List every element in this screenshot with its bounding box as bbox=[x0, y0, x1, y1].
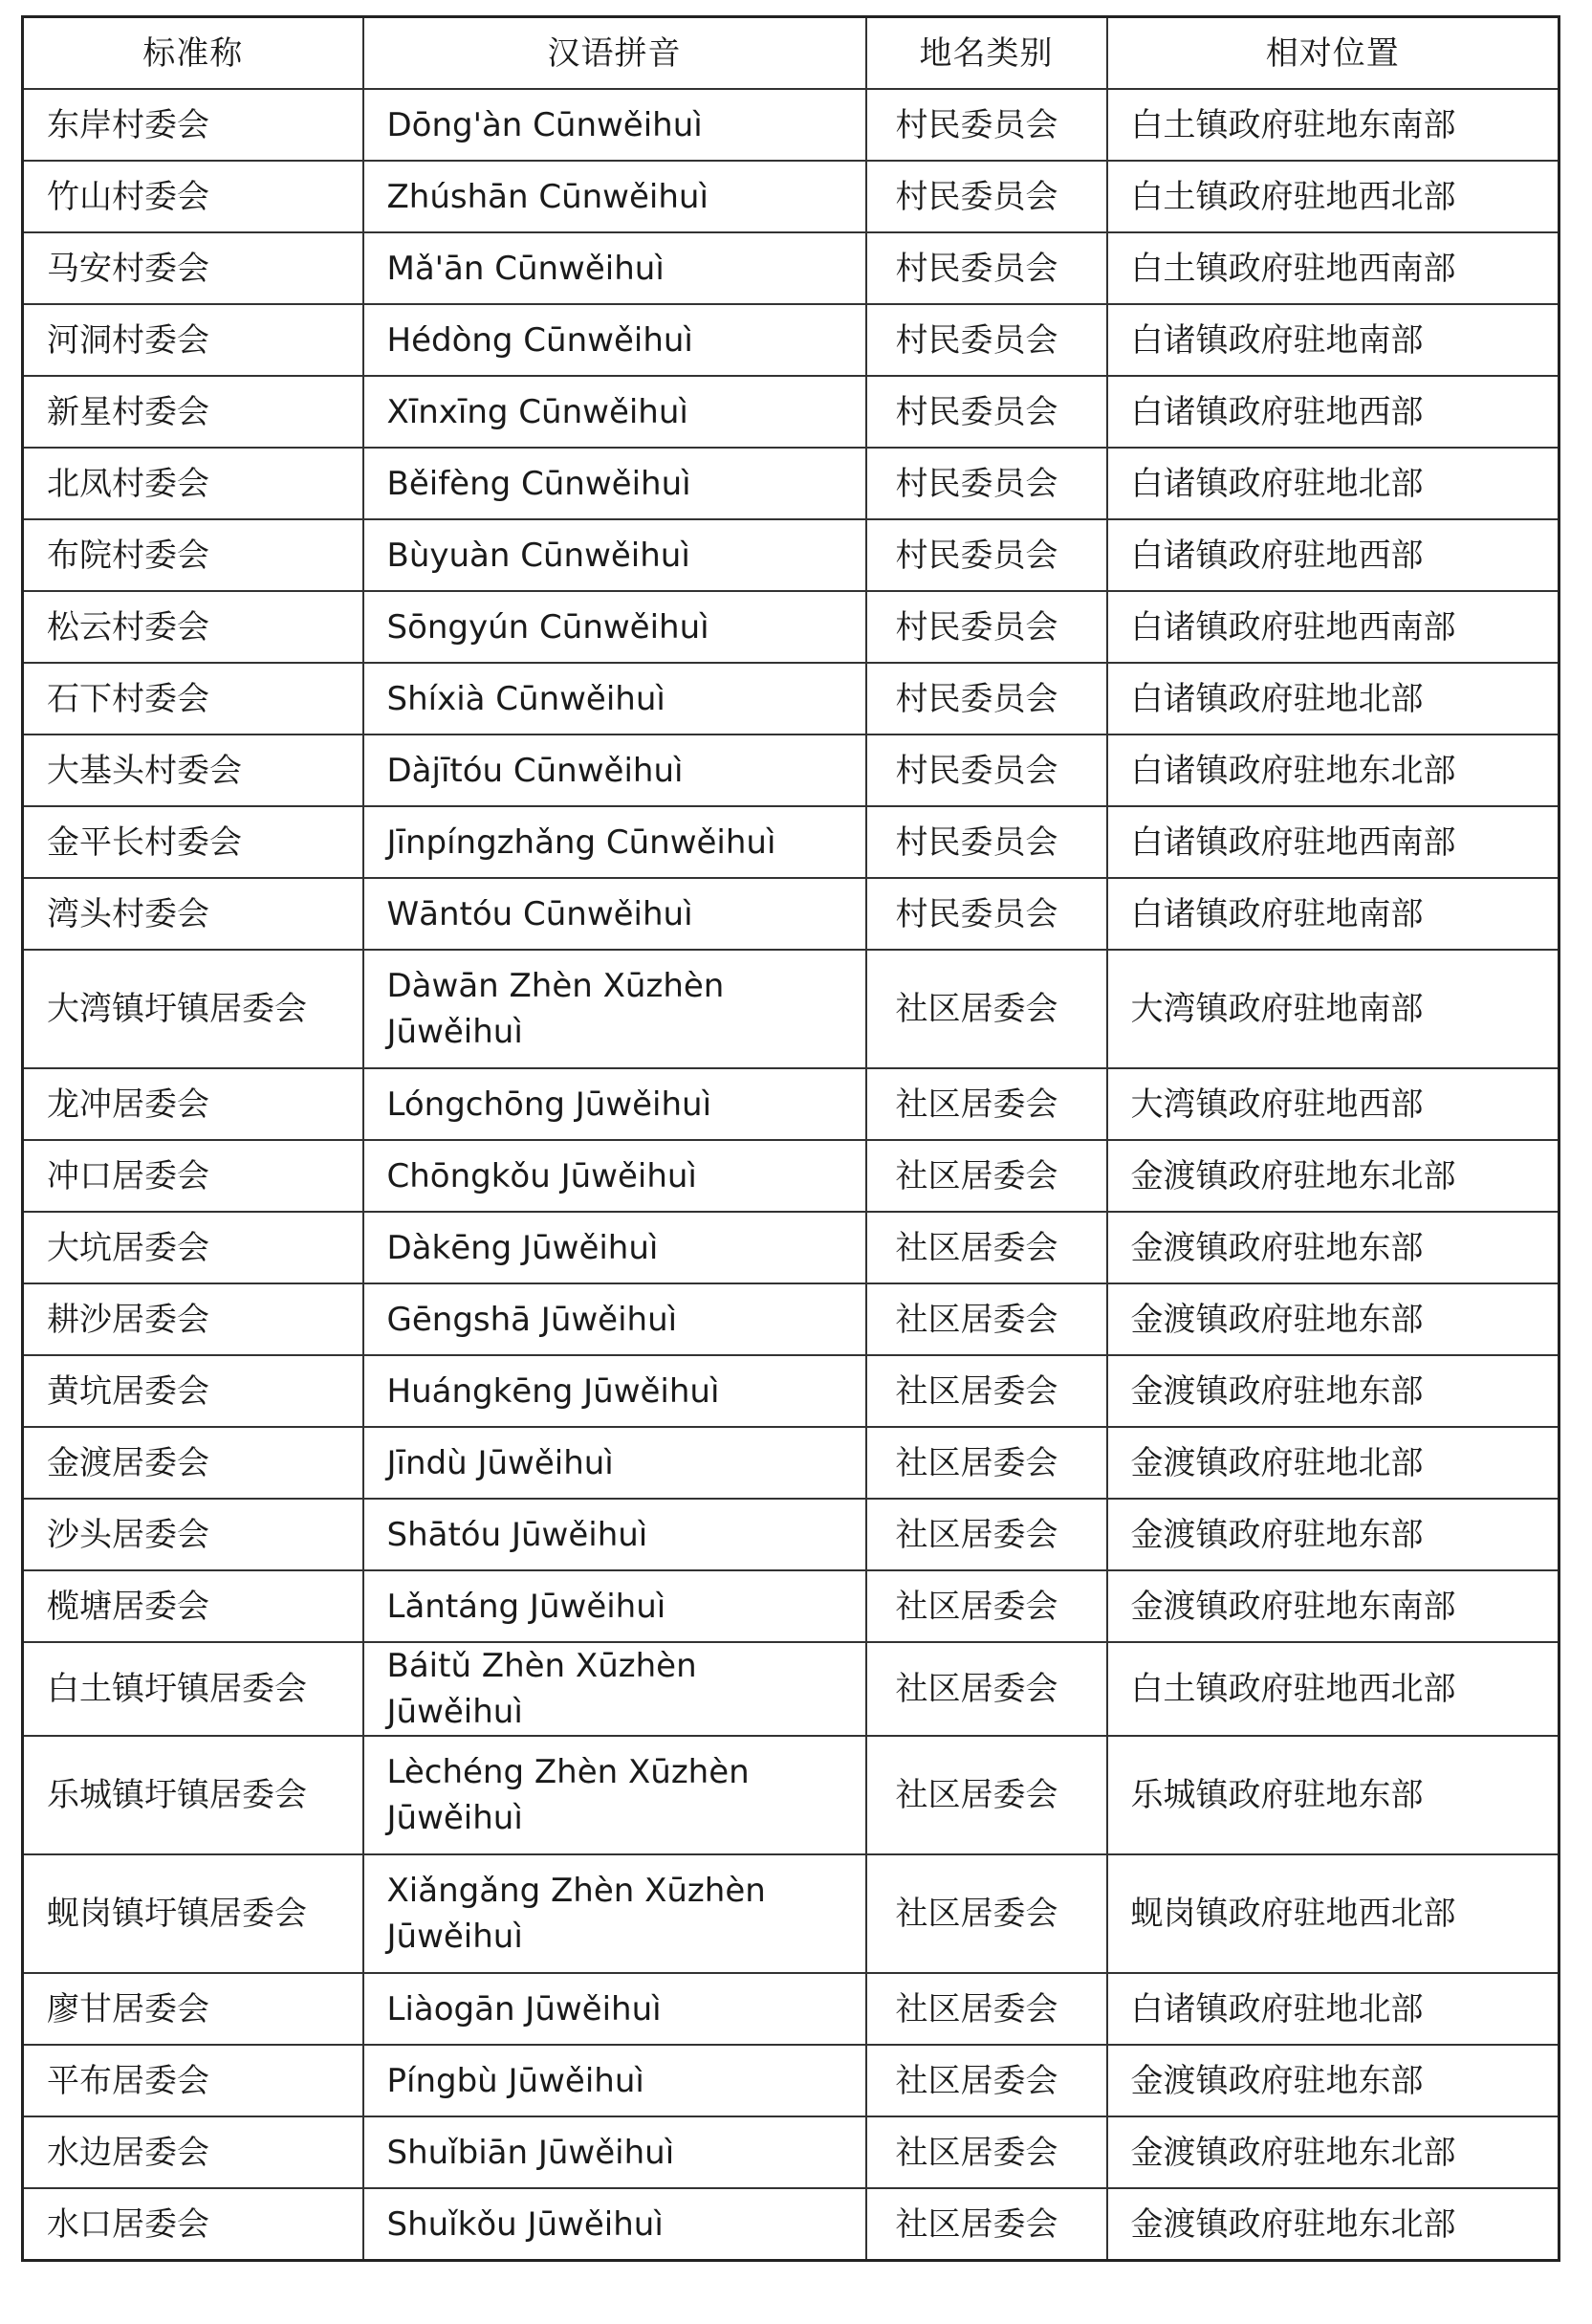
cell-relative-location: 金渡镇政府驻地北部 bbox=[1107, 1427, 1559, 1499]
cell-pinyin: Zhúshān Cūnwěihuì bbox=[363, 161, 866, 232]
table-row bbox=[23, 1283, 1559, 1355]
cell-standard-name: 沙头居委会 bbox=[23, 1499, 363, 1570]
table-row bbox=[23, 1642, 1559, 1736]
table-row bbox=[23, 2045, 1559, 2116]
table-row bbox=[23, 89, 1559, 161]
table-row bbox=[23, 2188, 1559, 2261]
cell-pinyin: Mǎ'ān Cūnwěihuì bbox=[363, 232, 866, 304]
cell-relative-location: 白诸镇政府驻地东北部 bbox=[1107, 734, 1559, 806]
cell-relative-location: 白诸镇政府驻地南部 bbox=[1107, 878, 1559, 950]
cell-relative-location: 白诸镇政府驻地西南部 bbox=[1107, 806, 1559, 878]
cell-pinyin: Xiǎngǎng Zhèn Xūzhèn Jūwěihuì bbox=[363, 1854, 866, 1973]
cell-relative-location: 白诸镇政府驻地北部 bbox=[1107, 448, 1559, 519]
cell-category: 村民委员会 bbox=[866, 161, 1107, 232]
cell-pinyin: Gēngshā Jūwěihuì bbox=[363, 1283, 866, 1355]
table-row bbox=[23, 1570, 1559, 1642]
cell-relative-location: 白土镇政府驻地东南部 bbox=[1107, 89, 1559, 161]
header-relative-location: 相对位置 bbox=[1107, 17, 1559, 90]
cell-standard-name: 廖甘居委会 bbox=[23, 1973, 363, 2045]
cell-category: 村民委员会 bbox=[866, 591, 1107, 663]
cell-standard-name: 榄塘居委会 bbox=[23, 1570, 363, 1642]
table-row bbox=[23, 161, 1559, 232]
cell-pinyin: Shātóu Jūwěihuì bbox=[363, 1499, 866, 1570]
header-category: 地名类别 bbox=[866, 17, 1107, 90]
cell-category: 社区居委会 bbox=[866, 1355, 1107, 1427]
cell-pinyin: Shuǐbiān Jūwěihuì bbox=[363, 2116, 866, 2188]
table-row bbox=[23, 806, 1559, 878]
cell-relative-location: 白诸镇政府驻地西部 bbox=[1107, 376, 1559, 448]
cell-pinyin: Shíxià Cūnwěihuì bbox=[363, 663, 866, 734]
table-row bbox=[23, 1140, 1559, 1212]
cell-standard-name: 平布居委会 bbox=[23, 2045, 363, 2116]
cell-pinyin: Sōngyún Cūnwěihuì bbox=[363, 591, 866, 663]
cell-category: 村民委员会 bbox=[866, 663, 1107, 734]
cell-standard-name: 大坑居委会 bbox=[23, 1212, 363, 1283]
cell-relative-location: 金渡镇政府驻地东北部 bbox=[1107, 2116, 1559, 2188]
cell-relative-location: 白诸镇政府驻地北部 bbox=[1107, 1973, 1559, 2045]
cell-category: 社区居委会 bbox=[866, 1642, 1107, 1736]
cell-pinyin: Xīnxīng Cūnwěihuì bbox=[363, 376, 866, 448]
cell-standard-name: 石下村委会 bbox=[23, 663, 363, 734]
table-row bbox=[23, 232, 1559, 304]
cell-relative-location: 白诸镇政府驻地北部 bbox=[1107, 663, 1559, 734]
table-row bbox=[23, 1499, 1559, 1570]
cell-relative-location: 白诸镇政府驻地西部 bbox=[1107, 519, 1559, 591]
cell-category: 村民委员会 bbox=[866, 304, 1107, 376]
cell-category: 村民委员会 bbox=[866, 806, 1107, 878]
table-row bbox=[23, 1068, 1559, 1140]
cell-relative-location: 白诸镇政府驻地西南部 bbox=[1107, 591, 1559, 663]
cell-category: 村民委员会 bbox=[866, 89, 1107, 161]
table-row bbox=[23, 734, 1559, 806]
cell-category: 社区居委会 bbox=[866, 1068, 1107, 1140]
cell-pinyin: Dàwān Zhèn Xūzhèn Jūwěihuì bbox=[363, 950, 866, 1068]
cell-pinyin: Lèchéng Zhèn Xūzhèn Jūwěihuì bbox=[363, 1736, 866, 1854]
cell-pinyin: Dàkēng Jūwěihuì bbox=[363, 1212, 866, 1283]
table-header-row bbox=[23, 17, 1559, 90]
table-row bbox=[23, 448, 1559, 519]
cell-category: 社区居委会 bbox=[866, 2188, 1107, 2261]
cell-category: 社区居委会 bbox=[866, 1427, 1107, 1499]
cell-pinyin: Dōng'àn Cūnwěihuì bbox=[363, 89, 866, 161]
cell-standard-name: 耕沙居委会 bbox=[23, 1283, 363, 1355]
cell-pinyin: Wāntóu Cūnwěihuì bbox=[363, 878, 866, 950]
cell-category: 村民委员会 bbox=[866, 448, 1107, 519]
table-row bbox=[23, 591, 1559, 663]
cell-standard-name: 松云村委会 bbox=[23, 591, 363, 663]
cell-standard-name: 大基头村委会 bbox=[23, 734, 363, 806]
cell-pinyin: Jīndù Jūwěihuì bbox=[363, 1427, 866, 1499]
header-standard-name: 标准称 bbox=[23, 17, 363, 90]
cell-relative-location: 金渡镇政府驻地东北部 bbox=[1107, 2188, 1559, 2261]
cell-pinyin: Hédòng Cūnwěihuì bbox=[363, 304, 866, 376]
cell-pinyin: Dàjītóu Cūnwěihuì bbox=[363, 734, 866, 806]
cell-standard-name: 东岸村委会 bbox=[23, 89, 363, 161]
cell-standard-name: 乐城镇圩镇居委会 bbox=[23, 1736, 363, 1854]
table-row bbox=[23, 950, 1559, 1068]
cell-pinyin: Liàogān Jūwěihuì bbox=[363, 1973, 866, 2045]
cell-category: 社区居委会 bbox=[866, 2045, 1107, 2116]
cell-standard-name: 黄坑居委会 bbox=[23, 1355, 363, 1427]
cell-category: 社区居委会 bbox=[866, 1854, 1107, 1973]
table-row bbox=[23, 1854, 1559, 1973]
table-body bbox=[23, 89, 1559, 2261]
cell-category: 社区居委会 bbox=[866, 1499, 1107, 1570]
cell-relative-location: 蚬岗镇政府驻地西北部 bbox=[1107, 1854, 1559, 1973]
cell-pinyin: Chōngkǒu Jūwěihuì bbox=[363, 1140, 866, 1212]
cell-category: 村民委员会 bbox=[866, 519, 1107, 591]
table-row bbox=[23, 1212, 1559, 1283]
table-row bbox=[23, 519, 1559, 591]
cell-pinyin: Huángkēng Jūwěihuì bbox=[363, 1355, 866, 1427]
cell-relative-location: 金渡镇政府驻地东部 bbox=[1107, 1283, 1559, 1355]
cell-relative-location: 白诸镇政府驻地南部 bbox=[1107, 304, 1559, 376]
cell-relative-location: 金渡镇政府驻地东部 bbox=[1107, 1355, 1559, 1427]
cell-relative-location: 金渡镇政府驻地东部 bbox=[1107, 1499, 1559, 1570]
cell-category: 村民委员会 bbox=[866, 878, 1107, 950]
header-pinyin: 汉语拼音 bbox=[363, 17, 866, 90]
cell-standard-name: 白土镇圩镇居委会 bbox=[23, 1642, 363, 1736]
cell-standard-name: 竹山村委会 bbox=[23, 161, 363, 232]
cell-standard-name: 新星村委会 bbox=[23, 376, 363, 448]
cell-relative-location: 乐城镇政府驻地东部 bbox=[1107, 1736, 1559, 1854]
cell-pinyin: Báitǔ Zhèn Xūzhèn Jūwěihuì bbox=[363, 1642, 866, 1736]
table-row bbox=[23, 878, 1559, 950]
cell-standard-name: 水边居委会 bbox=[23, 2116, 363, 2188]
cell-category: 社区居委会 bbox=[866, 1140, 1107, 1212]
cell-relative-location: 金渡镇政府驻地东南部 bbox=[1107, 1570, 1559, 1642]
cell-standard-name: 蚬岗镇圩镇居委会 bbox=[23, 1854, 363, 1973]
table-row bbox=[23, 1355, 1559, 1427]
table-row bbox=[23, 1427, 1559, 1499]
cell-standard-name: 龙冲居委会 bbox=[23, 1068, 363, 1140]
cell-category: 社区居委会 bbox=[866, 1570, 1107, 1642]
table-row bbox=[23, 2116, 1559, 2188]
cell-relative-location: 白土镇政府驻地西北部 bbox=[1107, 1642, 1559, 1736]
cell-standard-name: 北凤村委会 bbox=[23, 448, 363, 519]
cell-category: 村民委员会 bbox=[866, 734, 1107, 806]
cell-category: 社区居委会 bbox=[866, 1212, 1107, 1283]
cell-pinyin: Jīnpíngzhǎng Cūnwěihuì bbox=[363, 806, 866, 878]
cell-standard-name: 湾头村委会 bbox=[23, 878, 363, 950]
cell-category: 社区居委会 bbox=[866, 1736, 1107, 1854]
cell-category: 社区居委会 bbox=[866, 1283, 1107, 1355]
table-row bbox=[23, 663, 1559, 734]
cell-relative-location: 大湾镇政府驻地西部 bbox=[1107, 1068, 1559, 1140]
cell-category: 社区居委会 bbox=[866, 950, 1107, 1068]
table-row bbox=[23, 1973, 1559, 2045]
cell-relative-location: 金渡镇政府驻地东北部 bbox=[1107, 1140, 1559, 1212]
cell-standard-name: 冲口居委会 bbox=[23, 1140, 363, 1212]
cell-pinyin: Shuǐkǒu Jūwěihuì bbox=[363, 2188, 866, 2261]
cell-pinyin: Bùyuàn Cūnwěihuì bbox=[363, 519, 866, 591]
cell-category: 村民委员会 bbox=[866, 376, 1107, 448]
cell-relative-location: 白土镇政府驻地西北部 bbox=[1107, 161, 1559, 232]
cell-category: 社区居委会 bbox=[866, 1973, 1107, 2045]
cell-category: 村民委员会 bbox=[866, 232, 1107, 304]
cell-pinyin: Píngbù Jūwěihuì bbox=[363, 2045, 866, 2116]
cell-standard-name: 金平长村委会 bbox=[23, 806, 363, 878]
cell-relative-location: 金渡镇政府驻地东部 bbox=[1107, 2045, 1559, 2116]
cell-pinyin: Běifèng Cūnwěihuì bbox=[363, 448, 866, 519]
cell-pinyin: Lǎntáng Jūwěihuì bbox=[363, 1570, 866, 1642]
cell-pinyin: Lóngchōng Jūwěihuì bbox=[363, 1068, 866, 1140]
cell-relative-location: 金渡镇政府驻地东部 bbox=[1107, 1212, 1559, 1283]
cell-standard-name: 河洞村委会 bbox=[23, 304, 363, 376]
cell-relative-location: 大湾镇政府驻地南部 bbox=[1107, 950, 1559, 1068]
cell-standard-name: 水口居委会 bbox=[23, 2188, 363, 2261]
table-row bbox=[23, 376, 1559, 448]
table-row bbox=[23, 304, 1559, 376]
table-row bbox=[23, 1736, 1559, 1854]
cell-standard-name: 布院村委会 bbox=[23, 519, 363, 591]
cell-relative-location: 白土镇政府驻地西南部 bbox=[1107, 232, 1559, 304]
cell-standard-name: 马安村委会 bbox=[23, 232, 363, 304]
cell-category: 社区居委会 bbox=[866, 2116, 1107, 2188]
cell-standard-name: 大湾镇圩镇居委会 bbox=[23, 950, 363, 1068]
place-name-table bbox=[21, 15, 1560, 2262]
cell-standard-name: 金渡居委会 bbox=[23, 1427, 363, 1499]
